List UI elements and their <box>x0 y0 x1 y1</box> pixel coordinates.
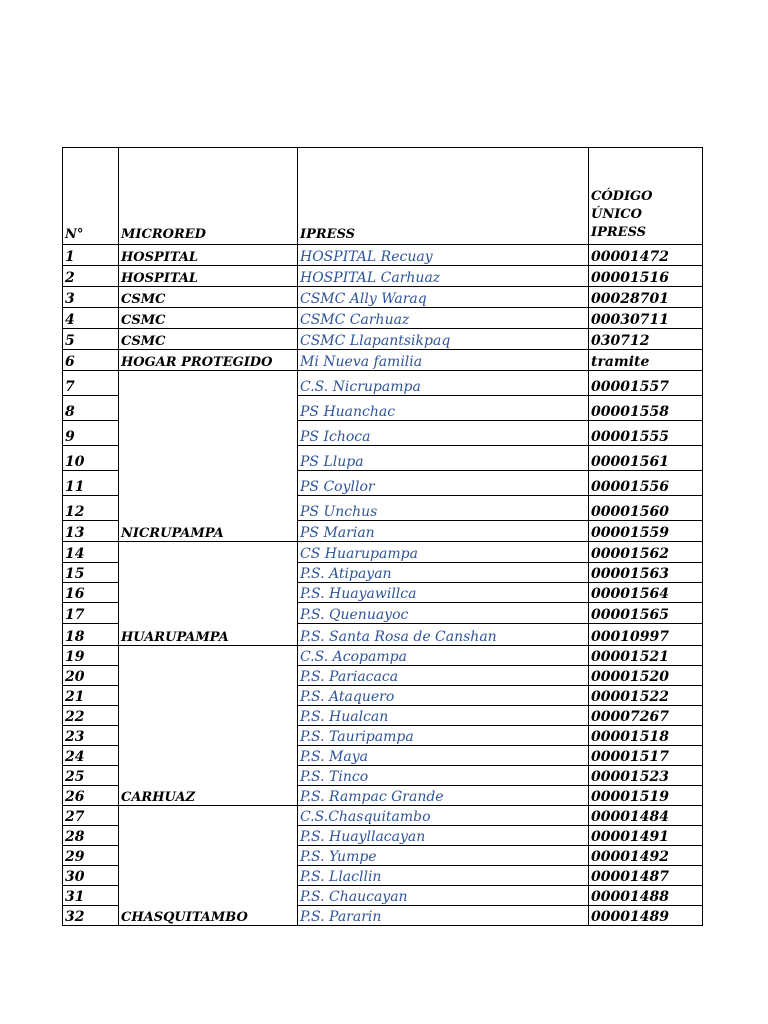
table-row <box>63 646 703 666</box>
ipress-name: HOSPITAL Carhuaz <box>298 266 589 287</box>
ipress-name: CSMC Carhuaz <box>298 308 589 329</box>
row-number: 4 <box>63 308 119 329</box>
codigo-unico: 00001559 <box>589 521 703 542</box>
ipress-name: C.S.Chasquitambo <box>298 806 589 826</box>
microred-cell: HOSPITAL <box>119 245 298 266</box>
row-number: 17 <box>63 603 119 624</box>
codigo-unico: 00030711 <box>589 308 703 329</box>
ipress-name: PS Ichoca <box>298 421 589 446</box>
row-number: 29 <box>63 846 119 866</box>
row-number: 15 <box>63 563 119 583</box>
ipress-name: PS Huanchac <box>298 396 589 421</box>
row-number: 32 <box>63 906 119 926</box>
codigo-unico: 00001520 <box>589 666 703 686</box>
ipress-name: P.S. Hualcan <box>298 706 589 726</box>
ipress-name: P.S. Tauripampa <box>298 726 589 746</box>
table-row <box>63 542 703 563</box>
row-number: 19 <box>63 646 119 666</box>
ipress-name: PS Llupa <box>298 446 589 471</box>
codigo-unico: 00001555 <box>589 421 703 446</box>
row-number: 24 <box>63 746 119 766</box>
header-codigo <box>589 148 703 245</box>
row-number: 3 <box>63 287 119 308</box>
codigo-unico: 030712 <box>589 329 703 350</box>
codigo-unico: 00001492 <box>589 846 703 866</box>
codigo-unico: 00001562 <box>589 542 703 563</box>
microred-cell: CSMC <box>119 308 298 329</box>
ipress-name: P.S. Yumpe <box>298 846 589 866</box>
codigo-unico: 00001561 <box>589 446 703 471</box>
codigo-unico: 00001522 <box>589 686 703 706</box>
ipress-name: P.S. Quenuayoc <box>298 603 589 624</box>
ipress-name: P.S. Huayawillca <box>298 583 589 603</box>
codigo-unico: 00001484 <box>589 806 703 826</box>
header-microred: MICRORED <box>119 148 298 245</box>
row-number: 23 <box>63 726 119 746</box>
microred-cell: CSMC <box>119 329 298 350</box>
table-row <box>63 245 703 266</box>
codigo-unico: 00007267 <box>589 706 703 726</box>
codigo-unico: 00001516 <box>589 266 703 287</box>
table-row <box>63 287 703 308</box>
microred-cell: CSMC <box>119 287 298 308</box>
table-header-row <box>63 148 703 245</box>
row-number: 31 <box>63 886 119 906</box>
header-codigo-line: ÚNICO <box>591 207 642 222</box>
table-row <box>63 806 703 826</box>
codigo-unico: 00001564 <box>589 583 703 603</box>
codigo-unico: 00001565 <box>589 603 703 624</box>
row-number: 12 <box>63 496 119 521</box>
codigo-unico: 00010997 <box>589 624 703 646</box>
ipress-name: PS Marian <box>298 521 589 542</box>
ipress-name: CSMC Ally Waraq <box>298 287 589 308</box>
codigo-unico: 00001491 <box>589 826 703 846</box>
codigo-unico: 00028701 <box>589 287 703 308</box>
microred-cell: HOGAR PROTEGIDO <box>119 350 298 371</box>
ipress-name: P.S. Huayllacayan <box>298 826 589 846</box>
row-number: 9 <box>63 421 119 446</box>
codigo-unico: 00001517 <box>589 746 703 766</box>
codigo-unico: 00001560 <box>589 496 703 521</box>
codigo-unico: 00001519 <box>589 786 703 806</box>
ipress-name: C.S. Nicrupampa <box>298 371 589 396</box>
ipress-name: CS Huarupampa <box>298 542 589 563</box>
row-number: 22 <box>63 706 119 726</box>
ipress-name: PS Coyllor <box>298 471 589 496</box>
codigo-unico: 00001488 <box>589 886 703 906</box>
table-row <box>63 308 703 329</box>
header-ipress: IPRESS <box>298 148 589 245</box>
row-number: 10 <box>63 446 119 471</box>
codigo-unico: 00001489 <box>589 906 703 926</box>
ipress-name: P.S. Atipayan <box>298 563 589 583</box>
ipress-name: P.S. Chaucayan <box>298 886 589 906</box>
row-number: 1 <box>63 245 119 266</box>
row-number: 6 <box>63 350 119 371</box>
ipress-name: HOSPITAL Recuay <box>298 245 589 266</box>
codigo-unico: 00001558 <box>589 396 703 421</box>
row-number: 20 <box>63 666 119 686</box>
row-number: 2 <box>63 266 119 287</box>
ipress-name: Mi Nueva familia <box>298 350 589 371</box>
row-number: 27 <box>63 806 119 826</box>
ipress-name: P.S. Santa Rosa de Canshan <box>298 624 589 646</box>
row-number: 5 <box>63 329 119 350</box>
ipress-name: P.S. Maya <box>298 746 589 766</box>
ipress-name: P.S. Pariacaca <box>298 666 589 686</box>
codigo-unico: tramite <box>589 350 703 371</box>
ipress-name: P.S. Tinco <box>298 766 589 786</box>
codigo-unico: 00001487 <box>589 866 703 886</box>
microred-cell: HOSPITAL <box>119 266 298 287</box>
table-row <box>63 329 703 350</box>
row-number: 30 <box>63 866 119 886</box>
table-row <box>63 266 703 287</box>
codigo-unico: 00001557 <box>589 371 703 396</box>
codigo-unico: 00001563 <box>589 563 703 583</box>
header-codigo-line: IPRESS <box>591 225 647 240</box>
row-number: 13 <box>63 521 119 542</box>
ipress-name: P.S. Llacllin <box>298 866 589 886</box>
row-number: 7 <box>63 371 119 396</box>
codigo-unico: 00001521 <box>589 646 703 666</box>
header-num: N° <box>63 148 119 245</box>
ipress-name: P.S. Rampac Grande <box>298 786 589 806</box>
microred-cell: NICRUPAMPA <box>119 371 298 542</box>
row-number: 14 <box>63 542 119 563</box>
row-number: 18 <box>63 624 119 646</box>
row-number: 28 <box>63 826 119 846</box>
row-number: 8 <box>63 396 119 421</box>
row-number: 25 <box>63 766 119 786</box>
codigo-unico: 00001523 <box>589 766 703 786</box>
ipress-table <box>62 147 703 926</box>
row-number: 11 <box>63 471 119 496</box>
microred-cell: CHASQUITAMBO <box>119 806 298 926</box>
codigo-unico: 00001472 <box>589 245 703 266</box>
ipress-name: P.S. Ataquero <box>298 686 589 706</box>
row-number: 16 <box>63 583 119 603</box>
codigo-unico: 00001518 <box>589 726 703 746</box>
ipress-name: C.S. Acopampa <box>298 646 589 666</box>
table-row <box>63 371 703 396</box>
codigo-unico: 00001556 <box>589 471 703 496</box>
header-codigo-line: CÓDIGO <box>591 189 653 204</box>
ipress-name: P.S. Pararin <box>298 906 589 926</box>
ipress-name: PS Unchus <box>298 496 589 521</box>
ipress-name: CSMC Llapantsikpaq <box>298 329 589 350</box>
row-number: 21 <box>63 686 119 706</box>
table-row <box>63 350 703 371</box>
microred-cell: CARHUAZ <box>119 646 298 806</box>
row-number: 26 <box>63 786 119 806</box>
microred-cell: HUARUPAMPA <box>119 542 298 646</box>
